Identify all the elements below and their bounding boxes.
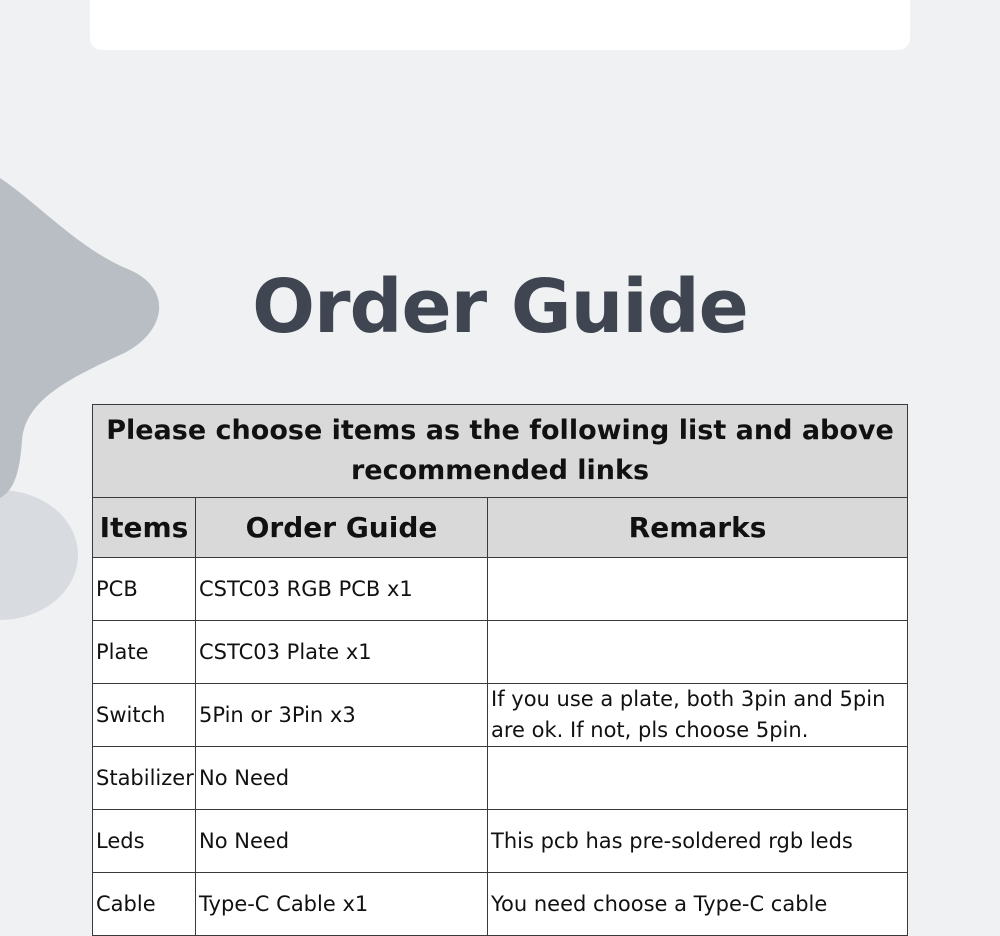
cell-guide: Type-C Cable x1	[196, 873, 488, 936]
cell-item: Stabilizer	[93, 747, 196, 810]
cell-guide: No Need	[196, 747, 488, 810]
table-caption: Please choose items as the following list and above recommended links	[93, 405, 908, 498]
cell-guide: CSTC03 Plate x1	[196, 621, 488, 684]
table-row	[93, 810, 908, 873]
cell-item: Cable	[93, 873, 196, 936]
background-shape-light	[0, 490, 78, 620]
table-row	[93, 558, 908, 621]
cell-guide: No Need	[196, 810, 488, 873]
top-card	[90, 0, 910, 50]
cell-remark: You need choose a Type-C cable	[488, 873, 908, 936]
cell-item: Switch	[93, 684, 196, 747]
table-row	[93, 684, 908, 747]
cell-item: Leds	[93, 810, 196, 873]
cell-item: PCB	[93, 558, 196, 621]
cell-guide: CSTC03 RGB PCB x1	[196, 558, 488, 621]
column-header-items: Items	[93, 498, 196, 558]
cell-remark	[488, 558, 908, 621]
table-row	[93, 747, 908, 810]
column-header-remarks: Remarks	[488, 498, 908, 558]
cell-remark	[488, 621, 908, 684]
table-row	[93, 873, 908, 936]
column-header-order-guide: Order Guide	[196, 498, 488, 558]
cell-guide: 5Pin or 3Pin x3	[196, 684, 488, 747]
table-header-row	[93, 498, 908, 558]
cell-remark: If you use a plate, both 3pin and 5pin are ok. If not, pls choose 5pin.	[488, 684, 908, 747]
cell-remark	[488, 747, 908, 810]
cell-remark: This pcb has pre-soldered rgb leds	[488, 810, 908, 873]
page-title: Order Guide	[252, 264, 748, 350]
table-caption-row	[93, 405, 908, 498]
order-guide-table	[92, 404, 908, 936]
cell-item: Plate	[93, 621, 196, 684]
table-row	[93, 621, 908, 684]
